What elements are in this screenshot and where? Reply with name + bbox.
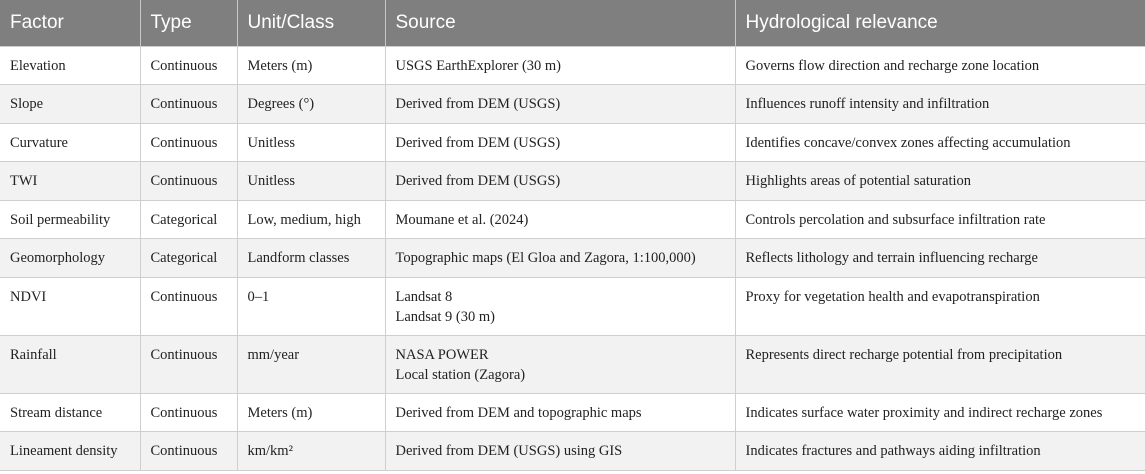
table-row [0,432,1145,471]
table-row [0,46,1145,85]
source-cell [385,432,735,471]
header-type: Type [140,0,237,46]
relevance-cell: Governs flow direction and recharge zone location [735,46,1145,85]
table-row [0,393,1145,432]
relevance-cell: Controls percolation and subsurface infiltration rate [735,200,1145,239]
header-unit-class: Unit/Class [237,0,385,46]
unit-class-cell: Meters (m) [237,46,385,85]
unit-class-cell: 0–1 [237,277,385,335]
table-row [0,335,1145,393]
type-cell: Continuous [140,123,237,162]
table-row [0,85,1145,124]
relevance-cell: Influences runoff intensity and infiltration [735,85,1145,124]
source-line: Derived from DEM (USGS) [395,134,561,151]
unit-class-cell: km/km² [237,432,385,471]
source-line: Derived from DEM (USGS) [395,173,561,189]
source-cell [385,200,735,239]
source-line: Moumane et al. (2024) [395,211,529,228]
factor-cell: Elevation [0,46,140,85]
table-body [0,46,1145,470]
factor-cell: Stream distance [0,393,140,432]
factor-cell: Geomorphology [0,239,140,278]
source-line: Local station (Zagora) [395,366,526,383]
table-row [0,162,1145,201]
type-cell: Continuous [140,432,237,471]
type-cell: Continuous [140,162,237,201]
source-cell [385,85,735,124]
source-line: NASA POWER [395,346,489,363]
unit-class-cell: mm/year [237,335,385,393]
relevance-cell: Indicates fractures and pathways aiding infiltration [735,432,1145,471]
source-cell [385,46,735,85]
source-line: Landsat 9 (30 m) [395,308,495,325]
factor-cell: NDVI [0,277,140,335]
type-cell: Continuous [140,393,237,432]
source-line: Derived from DEM and topographic maps [395,404,642,421]
relevance-cell: Proxy for vegetation health and evapotranspiration [735,277,1145,335]
source-line: Topographic maps (El Gloa and Zagora, 1:100,000) [395,250,696,266]
header-source: Source [385,0,735,46]
unit-class-cell: Meters (m) [237,393,385,432]
type-cell: Continuous [140,277,237,335]
type-cell: Continuous [140,46,237,85]
source-line: Landsat 8 [395,288,453,305]
factor-cell: Soil permeability [0,200,140,239]
source-cell [385,393,735,432]
relevance-cell: Represents direct recharge potential from precipitation [735,335,1145,393]
factor-cell: Curvature [0,123,140,162]
source-line: Derived from DEM (USGS) using GIS [395,443,623,459]
source-line: Derived from DEM (USGS) [395,96,561,112]
header-hydrological-relevance: Hydrological relevance [735,0,1145,46]
type-cell: Categorical [140,200,237,239]
relevance-cell: Highlights areas of potential saturation [735,162,1145,201]
unit-class-cell: Low, medium, high [237,200,385,239]
table-header [0,0,1145,46]
header-factor: Factor [0,0,140,46]
table-row [0,277,1145,335]
source-line: USGS EarthExplorer (30 m) [395,57,562,74]
source-cell [385,123,735,162]
header-row [0,0,1145,46]
relevance-cell: Identifies concave/convex zones affecting accumulation [735,123,1145,162]
factor-cell: TWI [0,162,140,201]
unit-class-cell: Landform classes [237,239,385,278]
table-row [0,200,1145,239]
unit-class-cell: Unitless [237,123,385,162]
unit-class-cell: Degrees (°) [237,85,385,124]
relevance-cell: Indicates surface water proximity and indirect recharge zones [735,393,1145,432]
source-cell [385,239,735,278]
factor-cell: Rainfall [0,335,140,393]
source-cell [385,335,735,393]
factor-cell: Slope [0,85,140,124]
table-row [0,239,1145,278]
relevance-cell: Reflects lithology and terrain influencing recharge [735,239,1145,278]
type-cell: Categorical [140,239,237,278]
type-cell: Continuous [140,85,237,124]
source-cell [385,162,735,201]
source-cell [385,277,735,335]
unit-class-cell: Unitless [237,162,385,201]
factor-cell: Lineament density [0,432,140,471]
table-row [0,123,1145,162]
type-cell: Continuous [140,335,237,393]
